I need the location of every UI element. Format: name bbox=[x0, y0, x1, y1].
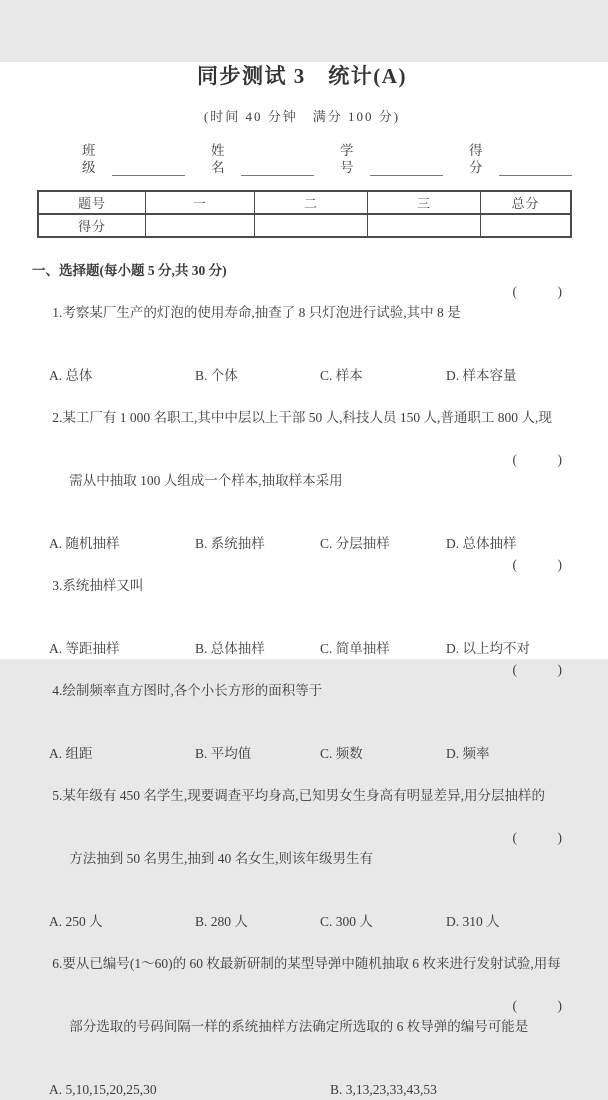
score-table-header-row bbox=[38, 191, 571, 214]
question-5-option-d: D. 310 人 bbox=[446, 914, 500, 929]
question-5-option-c: C. 300 人 bbox=[320, 914, 373, 929]
test-paper-page bbox=[0, 62, 608, 1097]
question-5-line-1 bbox=[32, 764, 572, 827]
question-5-answer-bracket: ( ) bbox=[512, 830, 562, 845]
section-heading: 一、选择题(每小题 5 分,共 30 分) bbox=[32, 263, 227, 278]
question-2-option-c: C. 分层抽样 bbox=[320, 536, 390, 551]
paper-title: 同步测试 3 统计(A) bbox=[197, 64, 407, 88]
field-score-label: 得分 bbox=[469, 143, 484, 175]
question-4-options bbox=[49, 743, 572, 764]
question-6-option-b: B. 3,13,23,33,43,53 bbox=[330, 1082, 437, 1097]
question-6-text-1: 6.要从已编号(1～60)的 60 枚最新研制的某型导弹中随机抽取 6 枚来进行发射试验,用每 bbox=[52, 956, 561, 971]
field-score bbox=[469, 142, 572, 176]
field-student-number bbox=[340, 142, 443, 176]
question-2-option-d: D. 总体抽样 bbox=[446, 536, 517, 551]
question-6-options bbox=[49, 1079, 572, 1100]
score-table-header-section-1: 一 bbox=[146, 191, 255, 214]
question-6-line-2 bbox=[32, 995, 572, 1079]
field-class-label: 班级 bbox=[82, 143, 97, 175]
field-name bbox=[211, 142, 314, 176]
question-1-options bbox=[49, 365, 572, 386]
question-5-text-2: 方法抽到 50 名男生,抽到 40 名女生,则该年级男生有 bbox=[69, 851, 373, 866]
question-2 bbox=[32, 386, 572, 554]
score-cell-2 bbox=[255, 214, 368, 237]
question-4-option-d: D. 频率 bbox=[446, 746, 490, 761]
question-3-option-c: C. 简单抽样 bbox=[320, 641, 390, 656]
question-6-line-1 bbox=[32, 932, 572, 995]
question-5-text-1: 5.某年级有 450 名学生,现要调查平均身高,已知男女生身高有明显差异,用分层抽样的 bbox=[52, 788, 545, 803]
question-3-line-1 bbox=[32, 554, 572, 638]
question-6-option-a: A. 5,10,15,20,25,30 bbox=[49, 1082, 157, 1097]
question-2-option-b: B. 系统抽样 bbox=[195, 536, 265, 551]
question-1-line-1 bbox=[32, 281, 572, 365]
question-5-line-2 bbox=[32, 827, 572, 911]
question-1 bbox=[32, 281, 572, 386]
question-3-answer-bracket: ( ) bbox=[512, 557, 562, 572]
question-4-option-b: B. 平均值 bbox=[195, 746, 252, 761]
question-1-answer-bracket: ( ) bbox=[512, 284, 562, 299]
question-3-option-d: D. 以上均不对 bbox=[446, 641, 530, 656]
question-1-text: 1.考察某厂生产的灯泡的使用寿命,抽查了 8 只灯泡进行试验,其中 8 是 bbox=[52, 305, 461, 320]
question-3-option-b: B. 总体抽样 bbox=[195, 641, 265, 656]
question-4 bbox=[32, 659, 572, 764]
question-2-line-1 bbox=[32, 386, 572, 449]
question-5-option-a: A. 250 人 bbox=[49, 914, 103, 929]
student-info-row bbox=[82, 143, 572, 176]
score-table-score-row bbox=[38, 214, 571, 237]
question-2-answer-bracket: ( ) bbox=[512, 452, 562, 467]
question-5-option-b: B. 280 人 bbox=[195, 914, 248, 929]
question-5 bbox=[32, 764, 572, 932]
score-table bbox=[37, 190, 572, 238]
question-6-text-2: 部分选取的号码间隔一样的系统抽样方法确定所选取的 6 枚导弹的编号可能是 bbox=[69, 1019, 529, 1034]
field-student-number-blank bbox=[370, 160, 443, 176]
question-2-option-a: A. 随机抽样 bbox=[49, 536, 120, 551]
score-table-header-section-2: 二 bbox=[255, 191, 368, 214]
question-1-option-a: A. 总体 bbox=[49, 368, 93, 383]
question-6 bbox=[32, 932, 572, 1100]
field-score-blank bbox=[499, 160, 572, 176]
field-class bbox=[82, 142, 185, 176]
paper-subtitle: (时间 40 分钟 满分 100 分) bbox=[203, 109, 401, 124]
question-2-text-2: 需从中抽取 100 人组成一个样本,抽取样本采用 bbox=[69, 473, 343, 488]
question-1-option-b: B. 个体 bbox=[195, 368, 238, 383]
question-3-options bbox=[49, 638, 572, 659]
question-4-answer-bracket: ( ) bbox=[512, 662, 562, 677]
score-cell-3 bbox=[368, 214, 481, 237]
question-3-text: 3.系统抽样又叫 bbox=[52, 578, 144, 593]
field-class-blank bbox=[112, 160, 185, 176]
field-name-blank bbox=[241, 160, 314, 176]
question-4-line-1 bbox=[32, 659, 572, 743]
question-2-options bbox=[49, 533, 572, 554]
question-3 bbox=[32, 554, 572, 659]
question-5-options bbox=[49, 911, 572, 932]
score-cell-1 bbox=[146, 214, 255, 237]
question-3-option-a: A. 等距抽样 bbox=[49, 641, 120, 656]
score-table-header-section-3: 三 bbox=[368, 191, 481, 214]
question-4-option-c: C. 频数 bbox=[320, 746, 363, 761]
score-row-label: 得分 bbox=[38, 214, 146, 237]
field-student-number-label: 学号 bbox=[340, 143, 355, 175]
score-table-header-total: 总分 bbox=[481, 191, 572, 214]
question-4-option-a: A. 组距 bbox=[49, 746, 93, 761]
question-1-option-d: D. 样本容量 bbox=[446, 368, 517, 383]
question-2-text-1: 2.某工厂有 1 000 名职工,其中中层以上干部 50 人,科技人员 150 人,普通职工 800 人,现 bbox=[52, 410, 552, 425]
score-table-header-question: 题号 bbox=[38, 191, 146, 214]
field-name-label: 姓名 bbox=[211, 143, 226, 175]
question-1-option-c: C. 样本 bbox=[320, 368, 363, 383]
score-cell-total bbox=[481, 214, 572, 237]
question-4-text: 4.绘制频率直方图时,各个小长方形的面积等于 bbox=[52, 683, 323, 698]
question-2-line-2 bbox=[32, 449, 572, 533]
question-6-answer-bracket: ( ) bbox=[512, 998, 562, 1013]
